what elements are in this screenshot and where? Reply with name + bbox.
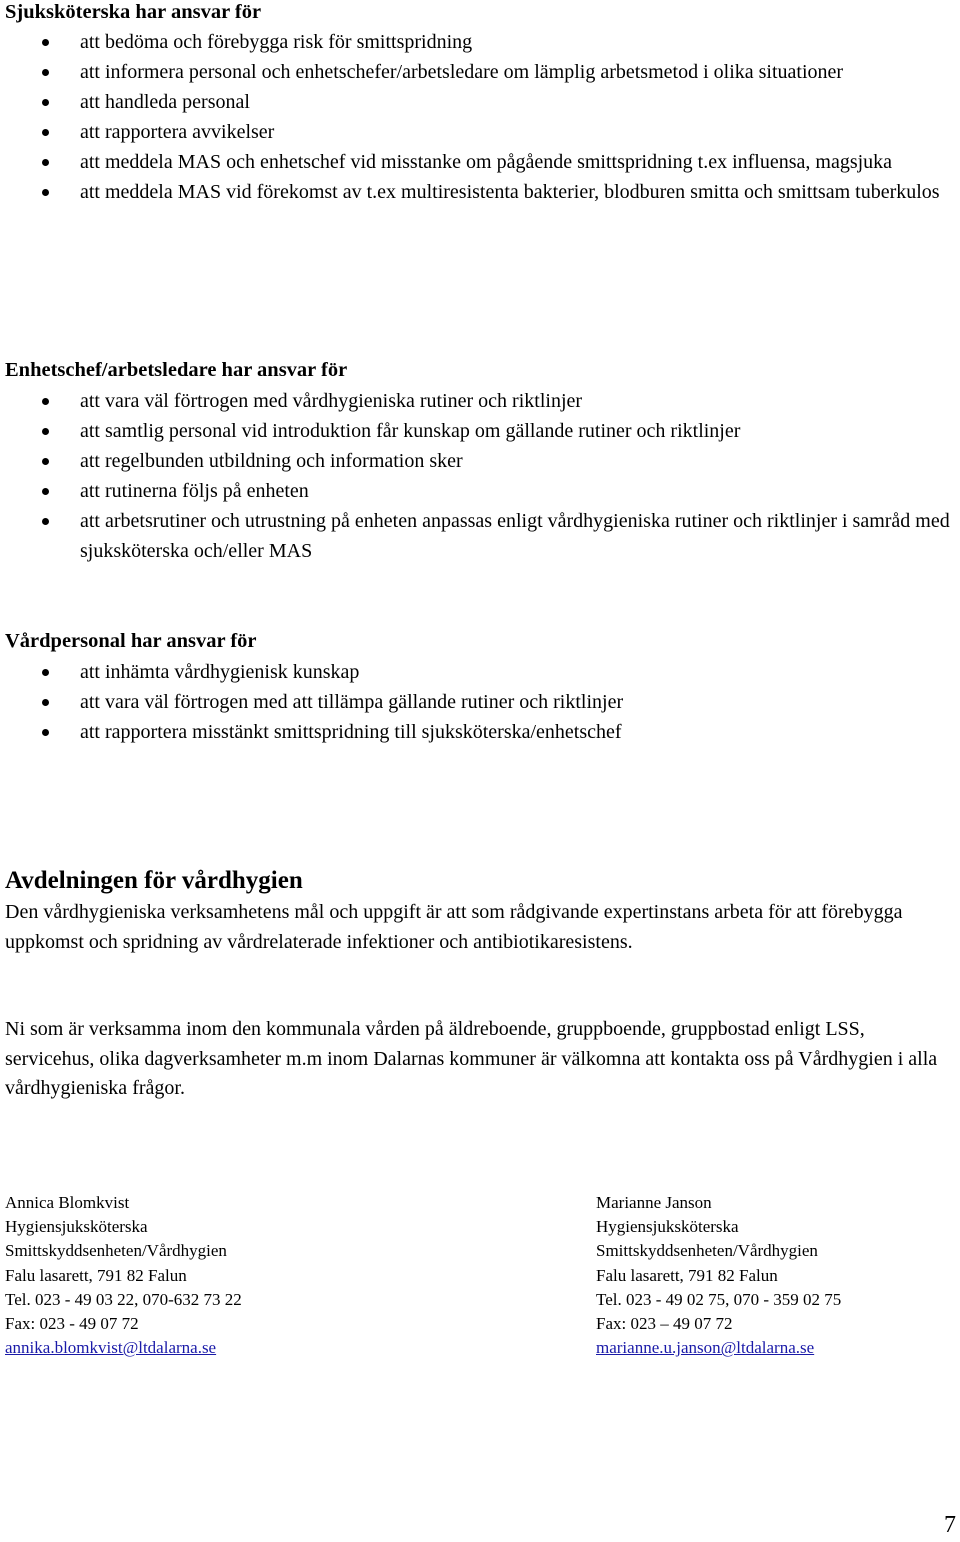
list-item: att vara väl förtrogen med att tillämpa gällande rutiner och riktlinjer [0, 687, 960, 717]
contact-title: Hygiensjuksköterska [596, 1217, 739, 1237]
bullet-icon [42, 159, 49, 166]
list-item: att rutinerna följs på enheten [0, 476, 960, 506]
bullet-icon [42, 69, 49, 76]
bullet-icon [42, 488, 49, 495]
contact-email-link[interactable]: annika.blomkvist@ltdalarna.se [5, 1338, 217, 1358]
department-paragraph-1: Den vårdhygieniska verksamhetens mål och uppgift är att som rådgivande expertinstans arbeta för att förebygga uppkomst och spridning av vårdrelaterade infektioner och antibiotikaresistens. [5, 901, 903, 953]
bullet-icon [42, 699, 49, 706]
bullet-icon [42, 39, 49, 46]
list-item: att handleda personal [0, 87, 960, 117]
contact-fax: Fax: 023 - 49 07 72 [5, 1314, 139, 1334]
list-item: att rapportera misstänkt smittspridning till sjuksköterska/enhetschef [0, 717, 960, 747]
list-item: att samtlig personal vid introduktion får kunskap om gällande rutiner och riktlinjer [0, 416, 960, 446]
section-heading-nurse: Sjuksköterska har ansvar för [5, 1, 262, 23]
contact-card-left [5, 1191, 242, 1360]
contact-email-link[interactable]: marianne.u.janson@ltdalarna.se [596, 1338, 815, 1358]
section-heading-staff: Vårdpersonal har ansvar för [5, 630, 257, 652]
list-item: att inhämta vårdhygienisk kunskap [0, 657, 960, 687]
list-item: att meddela MAS och enhetschef vid misstanke om pågående smittspridning t.ex influensa, magsjuka [0, 147, 960, 177]
contact-address: Falu lasarett, 791 82 Falun [596, 1265, 778, 1285]
bullet-icon [42, 99, 49, 106]
department-paragraph-2: Ni som är verksamma inom den kommunala vården på äldreboende, gruppboende, gruppbostad enligt LSS, servicehus, olika dagverksamheter m.m inom Dalarnas kommuner är välkomna att kontakta oss på Vårdhygien i alla vårdhygieniska frågor. [5, 1018, 938, 1099]
bullet-icon [42, 458, 49, 465]
bullet-icon [42, 129, 49, 136]
list-manager-responsibilities [0, 386, 960, 566]
bullet-icon [42, 729, 49, 736]
contact-phone: Tel. 023 - 49 03 22, 070-632 73 22 [5, 1289, 242, 1309]
list-staff-responsibilities [0, 657, 960, 747]
bullet-icon [42, 189, 49, 196]
bullet-icon [42, 398, 49, 405]
contact-fax: Fax: 023 – 49 07 72 [596, 1314, 733, 1334]
bullet-icon [42, 518, 49, 525]
contact-title: Hygiensjuksköterska [5, 1217, 148, 1237]
contact-name: Marianne Janson [596, 1193, 712, 1212]
list-item: att informera personal och enhetschefer/arbetsledare om lämplig arbetsmetod i olika situationer [0, 57, 960, 87]
list-nurse-responsibilities [0, 27, 960, 207]
list-item: att regelbunden utbildning och information sker [0, 446, 960, 476]
list-item: att meddela MAS vid förekomst av t.ex multiresistenta bakterier, blodburen smitta och smittsam tuberkulos [0, 177, 960, 207]
contact-name: Annica Blomkvist [5, 1193, 130, 1212]
list-item: att vara väl förtrogen med vårdhygieniska rutiner och riktlinjer [0, 386, 960, 416]
bullet-icon [42, 669, 49, 676]
page-number: 7 [944, 1512, 956, 1538]
department-heading: Avdelningen för vårdhygien [5, 867, 303, 894]
contact-address: Falu lasarett, 791 82 Falun [5, 1265, 187, 1285]
contact-unit: Smittskyddsenheten/Vårdhygien [596, 1241, 818, 1261]
contact-card-right [596, 1191, 841, 1360]
contact-phone: Tel. 023 - 49 02 75, 070 - 359 02 75 [596, 1289, 842, 1309]
bullet-icon [42, 428, 49, 435]
list-item: att rapportera avvikelser [0, 117, 960, 147]
list-item: att arbetsrutiner och utrustning på enheten anpassas enligt vårdhygieniska rutiner och riktlinjer i samråd med sjuksköterska och/eller MAS [0, 506, 960, 566]
list-item: att bedöma och förebygga risk för smittspridning [0, 27, 960, 57]
contact-unit: Smittskyddsenheten/Vårdhygien [5, 1241, 227, 1261]
section-heading-manager: Enhetschef/arbetsledare har ansvar för [5, 359, 348, 381]
